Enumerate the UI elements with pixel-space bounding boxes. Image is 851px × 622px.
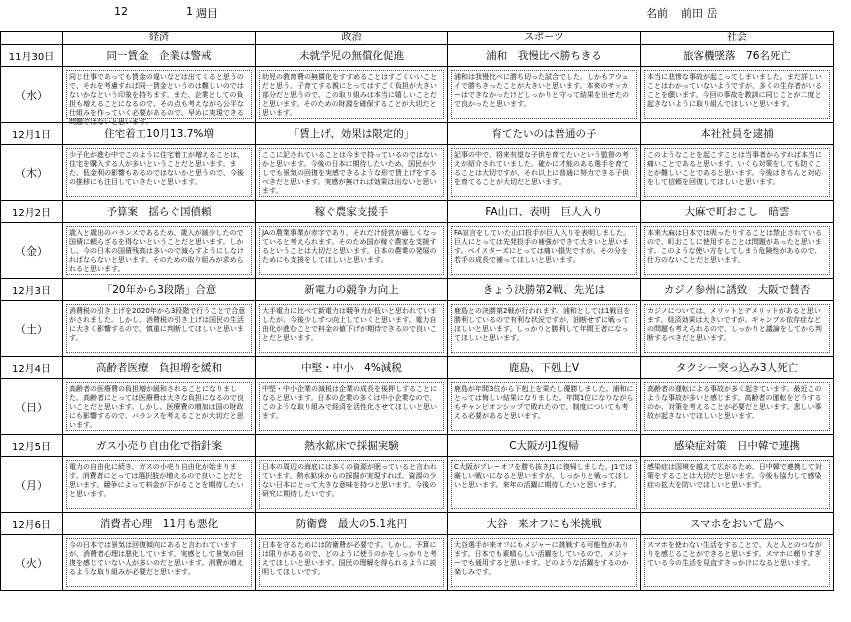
headline-cell[interactable]: ガス小売り自由化で指針案 <box>63 435 256 457</box>
column-header-sports: スポーツ <box>448 32 641 45</box>
headline-cell[interactable]: きょう決勝第2戦、先光は <box>448 279 641 301</box>
note-cell[interactable] <box>641 535 834 591</box>
headline-cell[interactable]: 高齢者医療 負担増を緩和 <box>63 357 256 379</box>
note-cell[interactable] <box>641 301 834 357</box>
entry-date: 12月1日 <box>1 123 63 145</box>
note-text: 大谷選手が来オフにもメジャーに挑戦する可能性があります。日本でも素晴らしい活躍をしているので、メジャーでも通用すると思います。どのような活躍をするのか楽しみです。 <box>451 538 637 587</box>
headline-cell[interactable]: FA山口、表明 巨人入り <box>448 201 641 223</box>
note-text: 浦和は我慢比べに勝ち切った試合でした。しかもアウェイで勝ちきったことが大きいと思います。本来のサッカーはできなかったけどしっかりと守って結果を出せたので良かったと思います。 <box>451 70 637 119</box>
note-text: 日本の周辺の海底には多くの資源が眠っていると言われています。熱水鉱床からの採掘が実現すれば、資源の少ない日本にとって大きな意味を持つと思います。今後の研究に期待したいです。 <box>259 460 444 509</box>
headline-cell[interactable]: カジノ参州に誘致 大阪で賛否 <box>641 279 834 301</box>
entry-weekday: （日） <box>1 379 63 435</box>
note-cell[interactable] <box>63 379 256 435</box>
note-cell[interactable] <box>256 457 448 513</box>
student-name: 前田 岳 <box>681 7 718 20</box>
headline-cell[interactable]: 「20年から3段階」合意 <box>63 279 256 301</box>
headline-cell[interactable]: 旅客機墜落 76名死亡 <box>641 45 834 67</box>
headline-cell[interactable]: 大谷 来オフにも米挑戦 <box>448 513 641 535</box>
entry-weekday: （月） <box>1 457 63 513</box>
entry-date: 12月4日 <box>1 357 63 379</box>
note-cell[interactable] <box>448 301 641 357</box>
note-cell[interactable] <box>641 379 834 435</box>
entry-headline-row <box>1 45 834 67</box>
note-cell[interactable] <box>256 223 448 279</box>
headline-cell[interactable]: C大阪がJ1復帰 <box>448 435 641 457</box>
note-text: 大手電力に比べて新電力は競争力が低いと思われていましたが、今後少しずつ向上していくと思います。電力自由化が進むことで料金の値下げが期待できるので良いことだと思います。 <box>259 304 444 353</box>
entry-weekday: （水） <box>1 67 63 123</box>
entry-notes-row <box>1 67 834 123</box>
note-cell[interactable] <box>448 223 641 279</box>
entry-headline-row <box>1 513 834 535</box>
entry-notes-row <box>1 457 834 513</box>
note-text: 鹿島が年間3位から下剋上を果たし優勝しました。浦和にとっては悔しい結果になりました。年間1位になりながらもチャンピオンシップで敗れたので、制度についても考える必要があると思います。 <box>451 382 637 431</box>
note-text: 本来大麻は日本では吸ったりすることは禁止されているので、町おこしに使用することは問題があったと思います。このような使い方をしてしまう危険性があるので、仕方のないことだと思います。 <box>644 226 830 275</box>
column-header-economy: 経済 <box>63 32 256 45</box>
note-text: スマホを使わない生活をすることで、人と人とのつながりを感じることができると思います。スマホに頼りすぎている今の生活を見直すきっかけになると思います。 <box>644 538 830 587</box>
headline-cell[interactable]: 予算案 揺らぐ国債頼 <box>63 201 256 223</box>
note-text: 記事の中で、将来有望な子供を育てたいという監督の考えが紹介されていました。確かに才能のある選手を育てることは大切ですが、それ以上に普通に努力できる子供を育てることが大切だと思います。 <box>451 148 637 197</box>
note-cell[interactable] <box>256 145 448 201</box>
note-text: 電力の自由化に続き、ガスの小売り自由化が始まります。消費者にとっては選択肢が増えるので良いことだと思います。競争によって料金が下がることを期待したいと思います。 <box>66 460 252 509</box>
headline-cell[interactable]: 「賃上げ、効果は限定的」 <box>256 123 448 145</box>
note-text: C大阪がプレーオフを勝ち抜きJ1に復帰しました。J1では厳しい戦いになると思いますが、しっかりと戦ってほしいと思います。来年の活躍に期待したいと思います。 <box>451 460 637 509</box>
name-label: 名前 <box>646 7 668 20</box>
journal-table <box>0 31 834 591</box>
note-cell[interactable] <box>641 457 834 513</box>
entry-date: 11月30日 <box>1 45 63 67</box>
headline-cell[interactable]: 中堅・中小 4%減税 <box>256 357 448 379</box>
note-cell[interactable] <box>641 145 834 201</box>
entry-notes-row <box>1 379 834 435</box>
entry-weekday: （火） <box>1 535 63 591</box>
entry-notes-row <box>1 301 834 357</box>
note-text: 高齢者の医療費の負担増が緩和されることになりました。高齢者にとっては医療費は大きな負担になるので良いことだと思います。しかし、医療費の増加は国の財政にも影響するので、バランスを考えることが大切だと思います。 <box>66 382 252 431</box>
note-text: 本当に悲惨な事故が起こってしまいました。まだ詳しいことはわかっていないようですが、多くの生存者がいることを願います。今回の事故を教訓に同じことが二度と起きないように取り組んでほしいと思います。 <box>644 70 830 119</box>
note-cell[interactable] <box>256 379 448 435</box>
column-header-society: 社会 <box>641 32 834 45</box>
note-text: 少子化が進む中でこのように住宅着工が増えることは、住宅を購入する人が多いということだと思います。また、低金利の影響もあるのではないかと思うので、今後の推移にも注目していきたいと思います。 <box>66 148 252 197</box>
headline-cell[interactable]: 防衛費 最大の5.1兆円 <box>256 513 448 535</box>
entry-date: 12月2日 <box>1 201 63 223</box>
entry-headline-row <box>1 279 834 301</box>
note-text: 中堅・中小企業の減税は企業の成長を後押しすることになると思います。日本の企業の多くは中小企業なので、このような取り組みで経済を活性化させてほしいと思います。 <box>259 382 444 431</box>
note-text: カジノについては、メリットとデメリットがあると思います。経済効果は大きいですが、ギャンブル依存症などの問題も考えられるので、しっかりと議論をしてから判断するべきだと思います。 <box>644 304 830 353</box>
headline-cell[interactable]: 本社社員を逮捕 <box>641 123 834 145</box>
note-text: ここに記されていることは今まで持っているのではないかと思います。今後の日本に期待したいため、国民が少しでも景気の回復を実感できるような形で賃上げをするべきだと思います。実感が無ければ効果は出ないと思います。 <box>259 148 444 197</box>
note-cell[interactable] <box>256 301 448 357</box>
entry-headline-row <box>1 123 834 145</box>
note-cell[interactable] <box>448 457 641 513</box>
entry-notes-row <box>1 145 834 201</box>
note-text: FA宣言をしていた山口投手が巨人入りを表明しました。巨人にとっては先発投手の補強ができて大きいと思います。ベイスターズにとっては痛い損失ですが、その分を若手の成長で補ってほしいと思います。 <box>451 226 637 275</box>
entry-date: 12月5日 <box>1 435 63 457</box>
note-text: 感染症は国境を越えて広がるため、日中韓で連携して対策をすることは大切だと思います。今後も協力して感染症の拡大を防いでほしいと思います。 <box>644 460 830 509</box>
note-cell[interactable] <box>63 67 256 126</box>
entry-weekday: （金） <box>1 223 63 279</box>
entry-weekday: （木） <box>1 145 63 201</box>
note-text: 消費税の引き上げを2020年から3段階で行うことで合意がされました。しかし、消費税の引き上げは国民の生活に大きく影響するので、慎重に判断してほしいと思います。 <box>66 304 252 353</box>
week-label: 週目 <box>196 7 218 20</box>
note-text: 歳入と歳出のバランスであるため、歳入が減少したので国債に頼らざるを得ないということだと思います。しかし、今の日本の国債残高は多いので減らすようにしなければならないと思います。そのための取り組みが求められると思います。 <box>66 226 252 275</box>
entry-date: 12月6日 <box>1 513 63 535</box>
column-header-row <box>1 32 834 45</box>
note-cell[interactable] <box>63 535 256 591</box>
note-cell[interactable] <box>63 145 256 201</box>
headline-cell[interactable]: 育てたいのは普通の子 <box>448 123 641 145</box>
headline-cell[interactable]: 鹿島、下剋上V <box>448 357 641 379</box>
note-cell[interactable] <box>641 223 834 279</box>
headline-cell[interactable]: 感染症対策 日中韓で連携 <box>641 435 834 457</box>
headline-cell[interactable]: 未就学児の無償化促進 <box>256 45 448 67</box>
entry-date: 12月3日 <box>1 279 63 301</box>
note-text: このようなことを起こすことは当事者からすれば本当に痛いことであると思います。いくら対策をしても防ぐことが難しいことであると思います。今後はきちんと対応をして信頼を回復してほしいと思います。 <box>644 148 830 197</box>
note-cell[interactable] <box>63 301 256 357</box>
note-text: JAの農業事業が赤字であり、それだけ経営が厳しくなっていると考えられます。そのため国が稼ぐ農家を支援するということは大切だと思います。日本の農業の発展のためにも支援をしてほしいと思います。 <box>259 226 444 275</box>
entry-headline-row <box>1 435 834 457</box>
note-text: 高齢者の運転による事故が多く起きています。最近このような事故が多いと感じます。高齢者の運転をどうするのか、対策を考えることが必要だと思います。悲しい事故が起きないでほしいと思います。 <box>644 382 830 431</box>
headline-cell[interactable]: 浦和 我慢比べ勝ちきる <box>448 45 641 67</box>
note-cell[interactable] <box>448 535 641 591</box>
note-cell[interactable] <box>63 223 256 279</box>
note-cell[interactable] <box>256 67 448 123</box>
headline-cell[interactable]: 稼ぐ農家支援手 <box>256 201 448 223</box>
note-text: 幼児の教育費の無償化をすすめることはすごくいいことだと思う。子育てする親にとってはすごく負担が大きい部分だと思うので、この取り組みは本当に嬉しいことだと思います。そのための財源を確保することが大切だと思います。 <box>259 70 444 119</box>
headline-cell[interactable]: 住宅着工10月13.7%増 <box>63 123 256 145</box>
entry-notes-row <box>1 223 834 279</box>
note-text: 日本を守るためには防衛費が必要です。しかし、予算には限りがあるので、どのように使うのかをしっかりと考えてほしいと思います。国民の理解を得られるように説明してほしいです。 <box>259 538 444 587</box>
headline-cell[interactable]: 同一賃金 企業は警戒 <box>63 45 256 67</box>
note-text: 今の日本では景気は回復傾向にあると言われていますが、消費者心理は悪化しています。実感として景気の回復を感じていない人が多いのだと思います。消費が増えるような取り組みが必要だと思います。 <box>66 538 252 587</box>
week-index: 1 <box>186 5 193 18</box>
note-cell[interactable] <box>448 67 641 123</box>
note-text: 鹿島との決勝第2戦が行われます。浦和としては1戦目を勝利しているので有利な状況ですが、油断せずに戦ってほしいと思います。しっかりと勝利して年間王者になってほしいと思います。 <box>451 304 637 353</box>
note-cell[interactable] <box>448 379 641 435</box>
headline-cell[interactable]: 熱水鉱床で採掘実験 <box>256 435 448 457</box>
note-text: 同じ仕事であっても賃金の違いなどは出てくると思うので、それを考慮すれば同一賃金というのは難しいのではないかなという印象を持ちます。また、企業としての負担も増えることになるので、その点も考えながら公平な仕組みを作っていく必要があるので、早めに実現できる問題ではないと思います。 <box>66 70 252 119</box>
entry-weekday: （土） <box>1 301 63 357</box>
entry-headline-row <box>1 357 834 379</box>
note-cell[interactable] <box>641 67 834 123</box>
entry-notes-row <box>1 535 834 591</box>
week-number: 12 <box>114 5 128 18</box>
corner-cell <box>1 32 63 45</box>
headline-cell[interactable]: タクシー突っ込み3人死亡 <box>641 357 834 379</box>
entry-headline-row <box>1 201 834 223</box>
note-cell[interactable] <box>63 457 256 513</box>
note-cell[interactable] <box>448 145 641 201</box>
note-cell[interactable] <box>256 535 448 591</box>
headline-cell[interactable]: スマホをおいて島へ <box>641 513 834 535</box>
headline-cell[interactable]: 新電力の競争力向上 <box>256 279 448 301</box>
column-header-politics: 政治 <box>256 32 448 45</box>
headline-cell[interactable]: 大麻で町おこし 暗雲 <box>641 201 834 223</box>
header-bar <box>0 0 851 26</box>
rows-body <box>1 45 834 591</box>
headline-cell[interactable]: 消費者心理 11月も悪化 <box>63 513 256 535</box>
